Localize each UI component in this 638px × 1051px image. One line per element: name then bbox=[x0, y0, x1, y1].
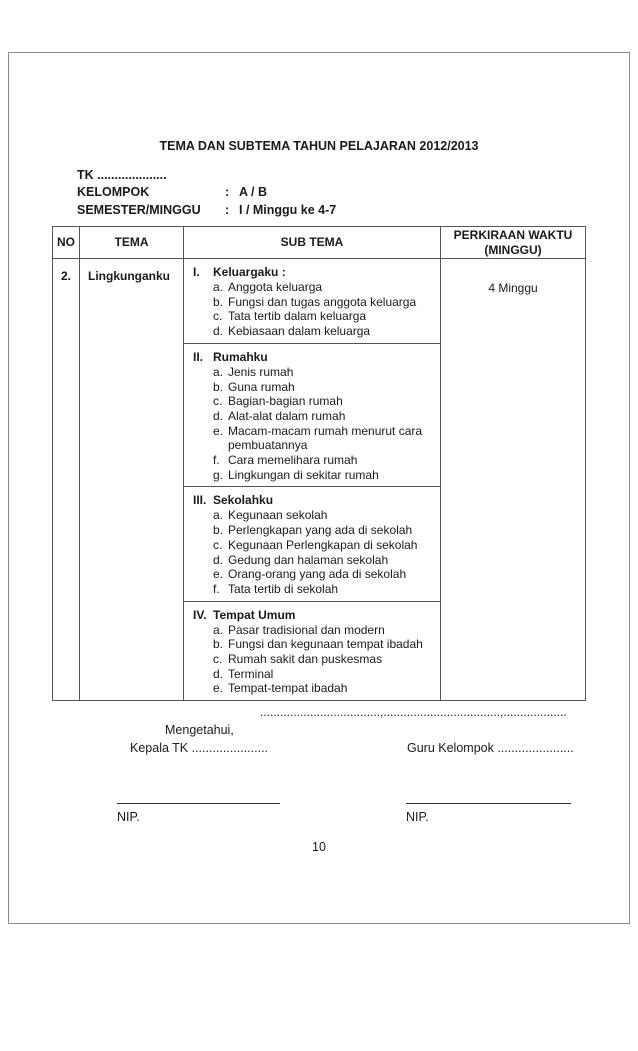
list-item bbox=[193, 567, 440, 582]
mengetahui-label: Mengetahui, bbox=[165, 723, 234, 737]
item-letter: g. bbox=[213, 467, 224, 482]
table-header-row bbox=[53, 227, 586, 259]
list-item bbox=[193, 424, 440, 439]
item-letter: c. bbox=[213, 394, 223, 409]
header-waktu bbox=[441, 227, 586, 259]
list-item bbox=[193, 553, 440, 568]
list-item-continuation bbox=[193, 438, 440, 453]
item-text: Kegunaan sekolah bbox=[228, 508, 328, 523]
item-letter: c. bbox=[213, 652, 223, 667]
item-text: Jenis rumah bbox=[228, 364, 294, 379]
item-letter: e. bbox=[213, 567, 224, 582]
group-number: II. bbox=[193, 349, 204, 364]
group-heading bbox=[193, 493, 440, 508]
colon: : bbox=[225, 185, 230, 199]
item-text: Rumah sakit dan puskesmas bbox=[228, 652, 383, 667]
list-item bbox=[193, 380, 440, 395]
group-heading bbox=[193, 350, 440, 365]
item-text: Macam-macam rumah menurut cara bbox=[228, 423, 423, 438]
table-row bbox=[53, 259, 586, 701]
list-item bbox=[193, 394, 440, 409]
item-text: Lingkungan di sekitar rumah bbox=[228, 467, 379, 482]
kelompok-value: A / B bbox=[239, 185, 268, 199]
item-letter: f. bbox=[213, 453, 220, 468]
item-text: Fungsi dan tugas anggota keluarga bbox=[228, 294, 417, 309]
list-item bbox=[193, 681, 440, 696]
item-text-continued: pembuatannya bbox=[228, 438, 308, 453]
kepala-label: Kepala TK ...................... bbox=[130, 741, 269, 755]
nip-left: NIP. bbox=[117, 810, 140, 824]
item-letter: a. bbox=[213, 622, 224, 637]
header-waktu-line2: (MINGGU) bbox=[484, 242, 542, 257]
item-text: Tata tertib di sekolah bbox=[228, 581, 339, 596]
group-title: Sekolahku bbox=[213, 493, 274, 508]
group-number: I. bbox=[193, 265, 200, 279]
header-no: NO bbox=[53, 227, 80, 259]
list-item bbox=[193, 538, 440, 553]
sub-tema-group bbox=[184, 602, 440, 701]
item-letter: b. bbox=[213, 523, 224, 538]
list-item bbox=[193, 623, 440, 638]
item-text: Tempat-tempat ibadah bbox=[228, 681, 348, 696]
meta-kelompok bbox=[77, 185, 267, 199]
group-title: Tempat Umum bbox=[213, 607, 296, 622]
list-item bbox=[193, 280, 440, 295]
meta-semester bbox=[77, 203, 336, 217]
cell-waktu: 4 Minggu bbox=[441, 259, 586, 701]
header-sub-tema: SUB TEMA bbox=[184, 227, 441, 259]
item-letter: f. bbox=[213, 581, 220, 596]
header-waktu-line1: PERKIRAAN WAKTU bbox=[453, 227, 573, 242]
group-heading bbox=[193, 608, 440, 623]
list-item bbox=[193, 295, 440, 310]
document-title: TEMA DAN SUBTEMA TAHUN PELAJARAN 2012/2013 bbox=[159, 139, 479, 153]
item-text: Kegunaan Perlengkapan di sekolah bbox=[228, 537, 418, 552]
item-text: Pasar tradisional dan modern bbox=[228, 622, 385, 637]
item-text: Fungsi dan kegunaan tempat ibadah bbox=[228, 637, 423, 652]
item-text: Gedung dan halaman sekolah bbox=[228, 552, 389, 567]
list-item bbox=[193, 324, 440, 339]
signature-line-right bbox=[406, 803, 571, 804]
list-item bbox=[193, 468, 440, 483]
item-letter: a. bbox=[213, 364, 224, 379]
item-text: Orang-orang yang ada di sekolah bbox=[228, 567, 407, 582]
item-text: Anggota keluarga bbox=[228, 280, 323, 294]
meta-tk bbox=[77, 168, 167, 182]
item-letter: d. bbox=[213, 324, 224, 339]
colon: : bbox=[225, 203, 230, 217]
page-number: 10 bbox=[312, 840, 326, 854]
item-text: Tata tertib dalam keluarga bbox=[228, 309, 367, 324]
tk-label: TK .................... bbox=[77, 168, 167, 182]
item-letter: a. bbox=[213, 280, 224, 294]
group-number: III. bbox=[193, 493, 207, 508]
list-item bbox=[193, 309, 440, 324]
item-letter: e. bbox=[213, 423, 224, 438]
item-letter: e. bbox=[213, 681, 224, 696]
group-title: Rumahku bbox=[213, 349, 268, 364]
item-letter: d. bbox=[213, 408, 224, 423]
list-item bbox=[193, 637, 440, 652]
item-text: Guna rumah bbox=[228, 379, 295, 394]
cell-tema: Lingkunganku bbox=[80, 259, 184, 701]
item-text: Alat-alat dalam rumah bbox=[228, 408, 346, 423]
cell-no: 2. bbox=[53, 259, 80, 701]
guru-label: Guru Kelompok ...................... bbox=[407, 741, 574, 755]
item-text: Kebiasaan dalam keluarga bbox=[228, 324, 371, 339]
item-letter: c. bbox=[213, 537, 223, 552]
item-text: Bagian-bagian rumah bbox=[228, 394, 343, 409]
group-title: Keluargaku : bbox=[213, 265, 286, 279]
semester-label: SEMESTER/MINGGU bbox=[77, 203, 201, 217]
list-item bbox=[193, 523, 440, 538]
tema-table bbox=[52, 226, 586, 701]
kelompok-label: KELOMPOK bbox=[77, 185, 150, 199]
list-item bbox=[193, 508, 440, 523]
sub-tema-group bbox=[184, 259, 440, 344]
sub-tema-group bbox=[184, 344, 440, 488]
place-date: ....................................,...................................,................... bbox=[260, 705, 567, 719]
item-letter: b. bbox=[213, 294, 224, 309]
nip-right: NIP. bbox=[406, 810, 429, 824]
item-text: Perlengkapan yang ada di sekolah bbox=[228, 523, 413, 538]
item-text: Cara memelihara rumah bbox=[228, 453, 358, 468]
list-item bbox=[193, 582, 440, 597]
item-text: Terminal bbox=[228, 666, 274, 681]
header-tema: TEMA bbox=[80, 227, 184, 259]
list-item bbox=[193, 667, 440, 682]
signature-line-left bbox=[117, 803, 280, 804]
group-heading bbox=[193, 265, 440, 280]
item-letter: c. bbox=[213, 309, 223, 324]
cell-sub-tema bbox=[184, 259, 441, 701]
item-letter: b. bbox=[213, 379, 224, 394]
list-item bbox=[193, 409, 440, 424]
item-letter: b. bbox=[213, 637, 224, 652]
item-letter: d. bbox=[213, 666, 224, 681]
list-item bbox=[193, 652, 440, 667]
item-letter: d. bbox=[213, 552, 224, 567]
sub-tema-group bbox=[184, 487, 440, 601]
semester-value: I / Minggu ke 4-7 bbox=[239, 203, 337, 217]
group-number: IV. bbox=[193, 607, 207, 622]
list-item bbox=[193, 453, 440, 468]
list-item bbox=[193, 365, 440, 380]
item-letter: a. bbox=[213, 508, 224, 523]
